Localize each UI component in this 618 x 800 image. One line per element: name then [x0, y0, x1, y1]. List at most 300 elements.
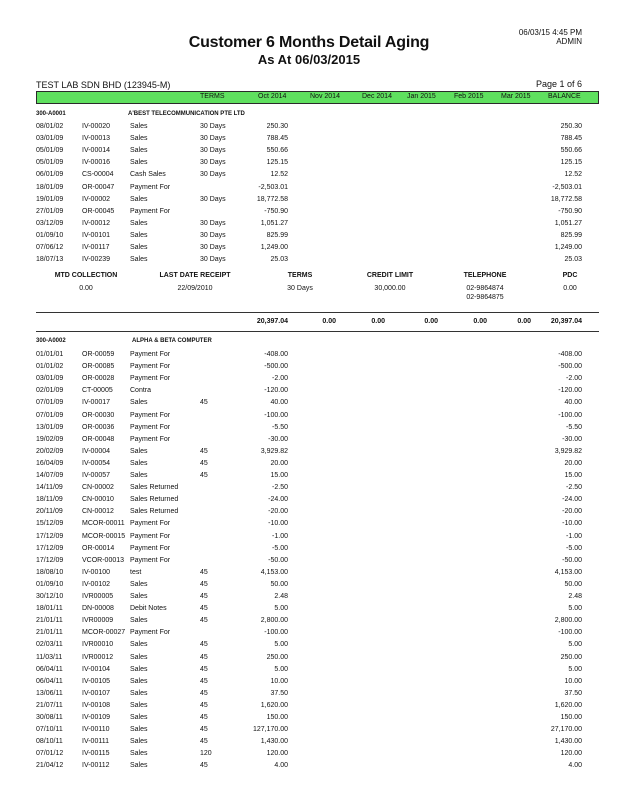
row-description: Sales	[130, 665, 148, 673]
row-oct-2014: -2.50	[272, 484, 288, 492]
row-oct-2014: 825.99	[266, 231, 288, 239]
row-terms: 45	[200, 617, 208, 625]
row-terms: 30 Days	[200, 195, 226, 203]
row-oct-2014: 1,430.00	[260, 738, 288, 746]
table-row	[0, 726, 618, 738]
row-description: Payment For	[130, 556, 171, 564]
row-document-no: IV-00109	[82, 714, 111, 721]
page-indicator: Page 1 of 6	[535, 79, 582, 89]
row-description: Debit Notes	[130, 605, 167, 613]
row-balance: 5.00	[568, 665, 582, 673]
summary-label-last-date-receipt: LAST DATE RECEIPT	[159, 272, 231, 279]
report-title: Customer 6 Months Detail Aging	[188, 34, 430, 51]
column-header-terms: TERMS	[200, 93, 225, 100]
row-document-no: IV-00108	[82, 701, 111, 709]
row-document-no: IV-00115	[82, 750, 110, 758]
row-oct-2014: 40.00	[270, 399, 288, 407]
row-balance: 5.00	[568, 605, 582, 613]
row-balance: 4.00	[568, 762, 582, 770]
row-balance: 5.00	[568, 641, 582, 649]
row-document-no: CT-00005	[82, 387, 113, 395]
row-balance: -2.50	[566, 484, 582, 492]
row-terms: 45	[200, 472, 208, 479]
summary-label-mtd-collection: MTD COLLECTION	[54, 272, 118, 279]
row-terms: 45	[200, 447, 208, 455]
table-row	[0, 605, 618, 617]
table-row	[0, 617, 618, 629]
row-balance: -500.00	[558, 363, 582, 371]
table-row	[0, 448, 618, 460]
summary-label-pdc: PDC	[562, 272, 578, 279]
row-terms: 45	[200, 459, 208, 467]
row-terms: 45	[200, 689, 208, 697]
row-balance: 15.00	[564, 472, 582, 479]
row-document-no: OR-00014	[82, 544, 115, 552]
table-row	[0, 472, 618, 484]
customer-totals-row	[0, 318, 618, 330]
row-balance: -1.00	[566, 532, 582, 540]
row-terms: 30 Days	[200, 219, 226, 227]
row-date: 17/12/09	[36, 556, 64, 564]
company-name: TEST LAB SDN BHD (123945-M)	[36, 80, 171, 90]
row-date: 07/06/12	[36, 244, 64, 251]
row-description: Sales	[130, 617, 148, 625]
row-description: Sales	[130, 714, 148, 721]
row-balance: 825.99	[560, 231, 582, 239]
column-header-mar-2015: Mar 2015	[501, 93, 531, 100]
row-date: 17/12/09	[36, 544, 64, 552]
row-oct-2014: 2.48	[274, 593, 288, 600]
row-date: 07/10/11	[36, 726, 63, 734]
row-date: 20/02/09	[36, 447, 64, 455]
row-description: Sales	[130, 580, 148, 588]
row-document-no: MCOR-00015	[82, 532, 126, 540]
table-row	[0, 484, 618, 496]
report-subtitle: As At 06/03/2015	[257, 52, 361, 67]
column-header-dec-2014: Dec 2014	[362, 93, 392, 100]
row-document-no: MCOR-00011	[82, 520, 125, 528]
column-header-nov-2014: Nov 2014	[310, 93, 340, 100]
table-row	[0, 460, 618, 472]
row-date: 05/01/09	[36, 159, 64, 167]
row-document-no: IV-00014	[82, 147, 111, 155]
row-date: 13/06/11	[36, 689, 63, 697]
total-nov-2014: 0.00	[322, 318, 336, 325]
table-row	[0, 351, 618, 363]
row-document-no: OR-00085	[82, 363, 115, 371]
row-oct-2014: 15.00	[270, 472, 288, 479]
row-date: 21/07/11	[36, 701, 63, 709]
row-terms: 30 Days	[200, 123, 226, 130]
total-oct-2014: 20,397.04	[256, 318, 288, 325]
row-balance: -2.00	[566, 375, 582, 383]
row-balance: 125.15	[560, 159, 582, 167]
summary-value-telephone-2: 02-9864875	[466, 294, 504, 301]
row-description: Payment For	[130, 629, 171, 637]
row-date: 07/01/12	[36, 750, 64, 758]
row-terms: 45	[200, 580, 208, 588]
table-row	[0, 147, 618, 159]
table-row	[0, 593, 618, 605]
row-balance: 2.48	[568, 593, 582, 600]
row-description: test	[130, 568, 142, 576]
row-oct-2014: 10.00	[270, 677, 288, 685]
table-row	[0, 714, 618, 726]
table-row	[0, 750, 618, 762]
row-oct-2014: -24.00	[268, 496, 288, 504]
table-row	[0, 496, 618, 508]
table-row	[0, 762, 618, 774]
totals-bottom-rule	[36, 331, 599, 332]
row-description: Sales	[130, 135, 148, 143]
row-oct-2014: -30.00	[268, 435, 288, 443]
row-description: Sales Returned	[130, 484, 179, 492]
row-terms: 45	[200, 653, 208, 661]
row-document-no: IV-00117	[82, 244, 110, 251]
row-terms: 45	[200, 593, 208, 600]
row-oct-2014: -120.00	[264, 387, 288, 395]
row-balance: 1,249.00	[554, 244, 582, 251]
row-terms: 45	[200, 568, 208, 576]
row-document-no: IV-00101	[82, 231, 111, 239]
row-date: 21/04/12	[36, 762, 64, 770]
table-row	[0, 424, 618, 436]
table-row	[0, 184, 618, 196]
row-balance: 27,170.00	[550, 726, 582, 734]
row-description: Sales	[130, 689, 148, 697]
row-date: 06/01/09	[36, 171, 64, 179]
table-row	[0, 196, 618, 208]
row-document-no: IV-00057	[82, 472, 111, 479]
table-row	[0, 171, 618, 183]
row-date: 19/02/09	[36, 435, 64, 443]
row-date: 03/12/09	[36, 219, 64, 227]
row-date: 08/01/02	[36, 123, 64, 130]
row-oct-2014: -100.00	[264, 411, 288, 419]
row-oct-2014: -2.00	[272, 375, 288, 383]
row-oct-2014: 20.00	[270, 459, 288, 467]
row-date: 03/01/09	[36, 375, 64, 383]
row-terms: 45	[200, 701, 208, 709]
row-document-no: IV-00017	[82, 399, 111, 407]
row-balance: -30.00	[562, 435, 582, 443]
row-description: Sales	[130, 399, 148, 407]
row-date: 21/01/11	[36, 617, 63, 625]
row-document-no: IV-00107	[82, 689, 111, 697]
row-oct-2014: 788.45	[266, 135, 288, 143]
row-date: 18/11/09	[36, 496, 63, 504]
total-dec-2014: 0.00	[371, 318, 385, 325]
customer-name: ALPHA & BETA COMPUTER	[132, 338, 212, 344]
row-balance: 25.03	[564, 256, 582, 264]
table-row	[0, 375, 618, 387]
row-balance: 150.00	[560, 714, 582, 721]
column-header-oct-2014: Oct 2014	[258, 93, 287, 100]
column-header-balance: BALANCE	[548, 93, 581, 100]
row-balance: -24.00	[562, 496, 582, 504]
totals-top-rule	[36, 312, 599, 313]
row-description: Payment For	[130, 207, 171, 215]
row-document-no: IVR00012	[82, 653, 114, 661]
table-row	[0, 520, 618, 532]
row-description: Sales Returned	[130, 496, 179, 504]
row-date: 20/11/09	[36, 508, 63, 516]
row-document-no: OR-00030	[82, 411, 115, 419]
row-date: 30/12/10	[36, 593, 64, 600]
row-document-no: OR-00047	[82, 183, 115, 191]
row-oct-2014: 12.52	[270, 171, 288, 179]
row-terms: 45	[200, 738, 208, 746]
row-oct-2014: 18,772.58	[256, 195, 288, 203]
table-row	[0, 533, 618, 545]
row-balance: -408.00	[558, 351, 582, 358]
row-balance: -10.00	[562, 520, 582, 528]
row-description: Sales	[130, 459, 148, 467]
row-balance: -20.00	[562, 508, 582, 516]
total-jan-2015: 0.00	[424, 318, 438, 325]
row-date: 18/01/11	[36, 605, 63, 613]
row-document-no: IV-00112	[82, 762, 110, 770]
row-date: 18/08/10	[36, 568, 64, 576]
row-date: 21/01/11	[36, 629, 63, 637]
row-terms: 45	[200, 714, 208, 721]
row-oct-2014: 1,051.27	[260, 219, 288, 227]
row-balance: 550.66	[560, 147, 582, 155]
row-terms: 30 Days	[200, 244, 226, 251]
row-oct-2014: -100.00	[264, 629, 288, 637]
row-date: 07/01/09	[36, 399, 64, 407]
row-terms: 30 Days	[200, 135, 226, 143]
summary-value-mtd-collection: 0.00	[79, 285, 93, 292]
row-description: Sales	[130, 677, 148, 685]
row-oct-2014: 150.00	[266, 714, 288, 721]
row-oct-2014: 4.00	[274, 762, 288, 770]
row-balance: 250.00	[560, 653, 582, 661]
row-balance: -750.90	[558, 207, 582, 215]
total-mar-2015: 0.00	[517, 318, 531, 325]
row-date: 08/10/11	[36, 738, 63, 746]
row-date: 01/01/02	[36, 363, 64, 371]
row-description: Sales	[130, 159, 148, 167]
row-balance: 4,153.00	[554, 568, 582, 576]
row-document-no: IV-00016	[82, 159, 111, 167]
row-description: Sales	[130, 472, 148, 479]
row-oct-2014: 2,800.00	[260, 617, 288, 625]
row-description: Cash Sales	[130, 171, 166, 179]
report-user: ADMIN	[556, 37, 582, 46]
row-balance: 120.00	[560, 750, 582, 758]
row-description: Payment For	[130, 532, 171, 540]
row-balance: -120.00	[558, 387, 582, 395]
row-date: 01/09/10	[36, 580, 64, 588]
row-description: Contra	[130, 387, 152, 395]
row-date: 27/01/09	[36, 207, 64, 215]
row-terms: 30 Days	[200, 231, 226, 239]
row-balance: -5.50	[566, 423, 582, 431]
row-description: Sales	[130, 244, 148, 251]
table-row	[0, 690, 618, 702]
row-balance: 250.30	[560, 123, 582, 130]
row-oct-2014: -20.00	[268, 508, 288, 516]
row-date: 19/01/09	[36, 195, 64, 203]
table-row	[0, 363, 618, 375]
row-description: Payment For	[130, 363, 171, 371]
row-document-no: CN-00010	[82, 496, 114, 504]
row-terms: 45	[200, 677, 208, 685]
row-terms: 30 Days	[200, 159, 226, 167]
row-balance: -5.00	[566, 544, 582, 552]
summary-value-telephone: 02-9864874	[466, 285, 504, 292]
table-row	[0, 399, 618, 411]
row-date: 02/03/11	[36, 641, 63, 649]
row-balance: -50.00	[562, 556, 582, 564]
row-oct-2014: 1,249.00	[260, 244, 288, 251]
row-oct-2014: -750.90	[264, 207, 288, 215]
row-balance: -100.00	[558, 629, 582, 637]
summary-label-terms: TERMS	[287, 272, 313, 279]
row-terms: 30 Days	[200, 256, 226, 264]
row-date: 06/04/11	[36, 665, 63, 673]
row-oct-2014: 250.00	[266, 653, 288, 661]
row-date: 07/01/09	[36, 411, 64, 419]
table-row	[0, 641, 618, 653]
row-document-no: IV-00111	[82, 738, 109, 746]
row-date: 06/04/11	[36, 677, 63, 685]
row-oct-2014: 25.03	[270, 256, 288, 264]
row-description: Sales	[130, 726, 148, 734]
row-description: Payment For	[130, 411, 171, 419]
row-terms: 30 Days	[200, 147, 226, 155]
row-oct-2014: -5.50	[272, 423, 288, 431]
row-date: 18/07/13	[36, 256, 64, 264]
summary-value-credit-limit: 30,000.00	[374, 285, 406, 292]
row-description: Sales	[130, 701, 148, 709]
row-description: Sales	[130, 738, 148, 746]
row-document-no: IV-00105	[82, 677, 111, 685]
summary-value-last-date-receipt: 22/09/2010	[177, 285, 213, 292]
row-document-no: OR-00036	[82, 423, 115, 431]
row-document-no: IVR00009	[82, 617, 114, 625]
row-terms: 45	[200, 605, 208, 613]
customer-code: 300-A0002	[36, 338, 66, 344]
row-balance: 1,620.00	[554, 701, 582, 709]
row-oct-2014: -2,503.01	[258, 183, 288, 191]
row-date: 03/01/09	[36, 135, 64, 143]
row-description: Payment For	[130, 435, 171, 443]
table-row	[0, 220, 618, 232]
row-description: Sales	[130, 147, 148, 155]
table-row	[0, 208, 618, 220]
row-oct-2014: 125.15	[266, 159, 288, 167]
table-row	[0, 666, 618, 678]
table-row	[0, 738, 618, 750]
row-oct-2014: 250.30	[266, 123, 288, 130]
row-balance: 10.00	[564, 677, 582, 685]
row-balance: 50.00	[564, 580, 582, 588]
row-document-no: IV-00004	[82, 447, 111, 455]
row-balance: 788.45	[560, 135, 582, 143]
table-row	[0, 412, 618, 424]
row-date: 05/01/09	[36, 147, 64, 155]
table-row	[0, 569, 618, 581]
summary-value-terms: 30 Days	[287, 285, 313, 292]
row-date: 30/08/11	[36, 714, 63, 721]
row-oct-2014: 50.00	[270, 580, 288, 588]
row-description: Payment For	[130, 183, 171, 191]
row-description: Sales Returned	[130, 508, 179, 516]
row-oct-2014: 4,153.00	[260, 568, 288, 576]
total-feb-2015: 0.00	[473, 318, 487, 325]
table-row	[0, 702, 618, 714]
summary-label-credit-limit: CREDIT LIMIT	[366, 272, 414, 279]
customer-name: A'BEST TELECOMMUNICATION PTE LTD	[128, 111, 245, 117]
row-terms: 45	[200, 762, 208, 770]
row-description: Sales	[130, 231, 148, 239]
row-date: 14/07/09	[36, 472, 64, 479]
table-row	[0, 135, 618, 147]
row-oct-2014: 120.00	[266, 750, 288, 758]
row-oct-2014: 550.66	[266, 147, 288, 155]
row-date: 02/01/09	[36, 387, 64, 395]
row-oct-2014: -10.00	[268, 520, 288, 528]
row-oct-2014: -1.00	[272, 532, 288, 540]
row-balance: 1,430.00	[554, 738, 582, 746]
report-datetime: 06/03/15 4:45 PM	[518, 28, 582, 37]
row-terms: 45	[200, 399, 208, 407]
column-header-jan-2015: Jan 2015	[407, 93, 436, 100]
row-oct-2014: -50.00	[268, 556, 288, 564]
row-document-no: IVR00010	[82, 641, 114, 649]
row-terms: 45	[200, 726, 208, 734]
row-oct-2014: 3,929.82	[260, 447, 288, 455]
row-balance: 37.50	[564, 689, 582, 697]
table-row	[0, 159, 618, 171]
table-row	[0, 557, 618, 569]
row-document-no: IV-00020	[82, 123, 111, 130]
table-row	[0, 256, 618, 268]
table-row	[0, 629, 618, 641]
column-header-feb-2015: Feb 2015	[454, 93, 484, 100]
row-date: 11/03/11	[36, 653, 63, 661]
row-date: 17/12/09	[36, 532, 64, 540]
row-balance: 40.00	[564, 399, 582, 407]
table-row	[0, 232, 618, 244]
row-document-no: IV-00012	[82, 219, 111, 227]
row-balance: 12.52	[564, 171, 582, 179]
customer-header	[0, 338, 618, 350]
table-row	[0, 581, 618, 593]
row-date: 01/01/01	[36, 351, 64, 358]
row-date: 18/01/09	[36, 183, 64, 191]
row-document-no: VCOR-00013	[82, 556, 125, 564]
summary-label-telephone: TELEPHONE	[463, 272, 507, 279]
row-description: Payment For	[130, 375, 171, 383]
row-description: Sales	[130, 750, 148, 758]
row-oct-2014: -408.00	[264, 351, 288, 358]
row-description: Sales	[130, 195, 148, 203]
row-document-no: OR-00045	[82, 207, 115, 215]
row-balance: 20.00	[564, 459, 582, 467]
row-balance: 3,929.82	[554, 447, 582, 455]
row-oct-2014: 5.00	[274, 641, 288, 649]
table-row	[0, 678, 618, 690]
row-document-no: IV-00054	[82, 459, 111, 467]
row-description: Sales	[130, 256, 148, 264]
row-date: 15/12/09	[36, 520, 64, 528]
row-document-no: OR-00059	[82, 351, 115, 358]
row-description: Sales	[130, 219, 148, 227]
row-description: Payment For	[130, 520, 171, 528]
